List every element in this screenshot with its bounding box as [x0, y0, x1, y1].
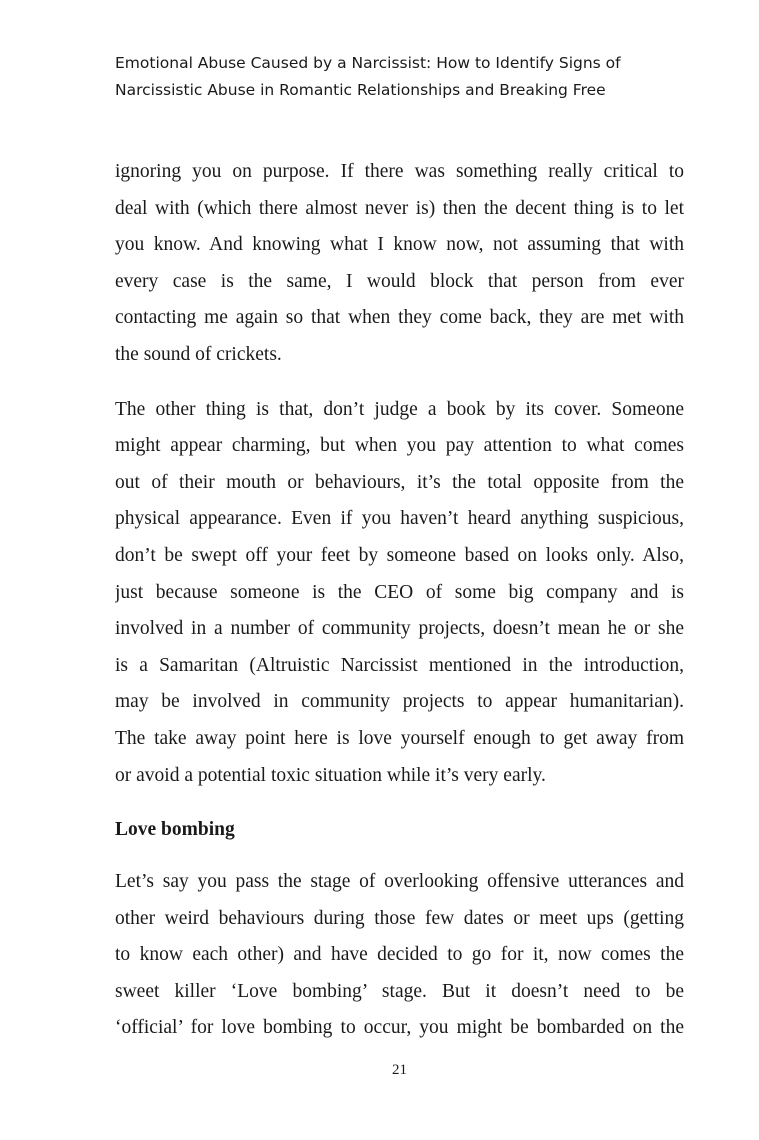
text-line: involved in a number of community projects, doesn’t mean he or she — [115, 618, 684, 640]
text-line: every case is the same, I would block that person from ever — [115, 270, 684, 292]
text-line: contacting me again so that when they come back, they are met with — [115, 307, 684, 329]
running-header — [115, 50, 675, 104]
text-line: just because someone is the CEO of some big company and is — [115, 581, 684, 603]
paragraph-3 — [115, 864, 684, 1047]
paragraph-2 — [115, 392, 684, 795]
text-line: out of their mouth or behaviours, it’s the total opposite from the — [115, 471, 684, 493]
running-header-line-2: Narcissistic Abuse in Romantic Relationships and Breaking Free — [115, 81, 606, 99]
running-header-line-1: Emotional Abuse Caused by a Narcissist: How to Identify Signs of — [115, 54, 621, 72]
text-line: Let’s say you pass the stage of overlooking offensive utterances and — [115, 871, 684, 893]
text-line: may be involved in community projects to appear humanitarian). — [115, 691, 684, 713]
text-line: deal with (which there almost never is) then the decent thing is to let — [115, 197, 684, 219]
text-line: don’t be swept off your feet by someone based on looks only. Also, — [115, 544, 684, 566]
body-text — [115, 154, 684, 1065]
page-number: 21 — [392, 1062, 407, 1078]
text-line: physical appearance. Even if you haven’t heard anything suspicious, — [115, 508, 684, 530]
text-line: ‘official’ for love bombing to occur, you might be bombarded on the — [115, 1017, 684, 1039]
paragraph-1 — [115, 154, 684, 374]
text-line: The take away point here is love yourself enough to get away from — [115, 727, 684, 749]
section-heading: Love bombing — [115, 819, 235, 841]
text-line: or avoid a potential toxic situation while it’s very early. — [115, 764, 546, 786]
text-line: to know each other) and have decided to go for it, now comes the — [115, 944, 684, 966]
text-line: ignoring you on purpose. If there was something really critical to — [115, 161, 684, 182]
text-line: is a Samaritan (Altruistic Narcissist mentioned in the introduction, — [115, 654, 684, 676]
text-line: you know. And knowing what I know now, not assuming that with — [115, 234, 684, 256]
text-line: the sound of crickets. — [115, 343, 282, 365]
text-line: other weird behaviours during those few dates or meet ups (getting — [115, 907, 684, 929]
text-line: sweet killer ‘Love bombing’ stage. But it doesn’t need to be — [115, 980, 684, 1002]
text-line: The other thing is that, don’t judge a book by its cover. Someone — [115, 398, 684, 420]
text-line: might appear charming, but when you pay attention to what comes — [115, 435, 684, 457]
